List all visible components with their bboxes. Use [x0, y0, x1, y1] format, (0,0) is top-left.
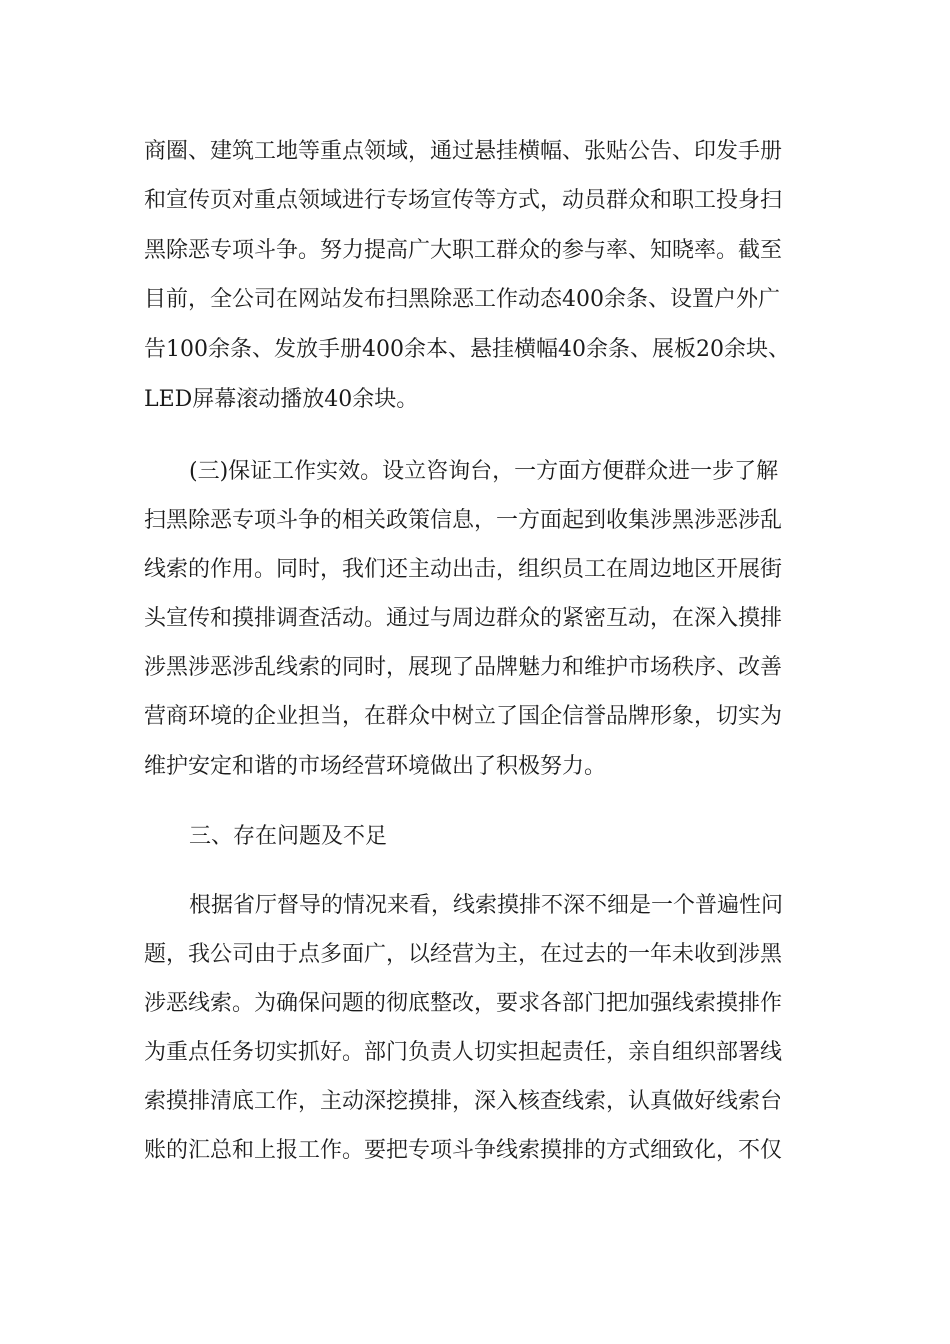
text-line: 营商环境的企业担当，在群众中树立了国企信誉品牌形象，切实为 — [144, 704, 783, 729]
text-line: (三)保证工作实效。设立咨询台，一方面方便群众进一步了解 — [189, 459, 779, 484]
section-heading: 三、存在问题及不足 — [189, 824, 388, 849]
text-line: LED屏幕滚动播放40余块。 — [144, 387, 419, 412]
text-line: 告100余条、发放手册400余本、悬挂横幅40余条、展板20余块、 — [144, 337, 790, 362]
text-line: 账的汇总和上报工作。要把专项斗争线索摸排的方式细致化，不仅 — [144, 1138, 783, 1163]
text-line: 黑除恶专项斗争。努力提高广大职工群众的参与率、知晓率。截至 — [144, 238, 783, 263]
text-line: 题，我公司由于点多面广，以经营为主，在过去的一年未收到涉黑 — [144, 942, 783, 967]
text-line: 根据省厅督导的情况来看，线索摸排不深不细是一个普遍性问 — [189, 893, 784, 918]
text-line: 扫黑除恶专项斗争的相关政策信息，一方面起到收集涉黑涉恶涉乱 — [144, 508, 783, 533]
text-line: 维护安定和谐的市场经营环境做出了积极努力。 — [144, 754, 607, 779]
text-line: 目前，全公司在网站发布扫黑除恶工作动态400余条、设置户外广 — [144, 287, 780, 312]
text-line: 商圈、建筑工地等重点领域，通过悬挂横幅、张贴公告、印发手册 — [144, 139, 783, 164]
text-line: 涉恶线索。为确保问题的彻底整改，要求各部门把加强线索摸排作 — [144, 991, 783, 1016]
text-line: 和宣传页对重点领域进行专场宣传等方式，动员群众和职工投身扫 — [144, 188, 783, 213]
text-line: 头宣传和摸排调查活动。通过与周边群众的紧密互动，在深入摸排 — [144, 606, 783, 631]
text-line: 涉黑涉恶涉乱线索的同时，展现了品牌魅力和维护市场秩序、改善 — [144, 655, 783, 680]
text-line: 索摸排清底工作，主动深挖摸排，深入核查线索，认真做好线索台 — [144, 1089, 783, 1114]
text-line: 为重点任务切实抓好。部门负责人切实担起责任，亲自组织部署线 — [144, 1040, 783, 1065]
text-line: 线索的作用。同时，我们还主动出击，组织员工在周边地区开展街 — [144, 557, 783, 582]
